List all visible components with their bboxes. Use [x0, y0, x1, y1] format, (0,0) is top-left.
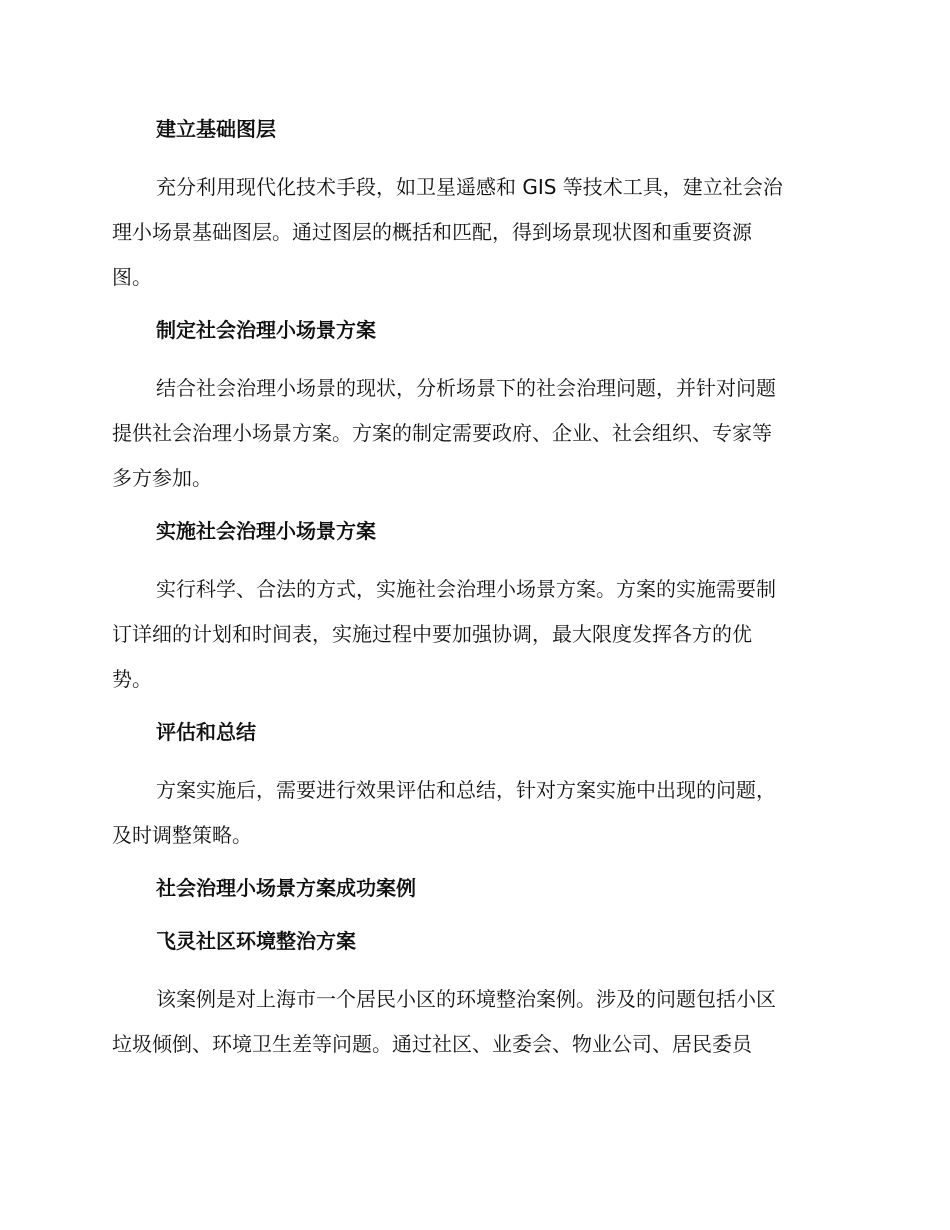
document-body	[112, 112, 832, 1080]
section-heading-implement-plan: 实施社会治理小场景方案	[156, 519, 376, 543]
section-heading-feiling-community: 飞灵社区环境整治方案	[156, 929, 356, 953]
section-paragraph-implement-plan: 实行科学、合法的方式，实施社会治理小场景方案。方案的实施需要制 订详细的计划和时间表，实施过程中要加强协调，最大限度发挥各方的优 势。	[112, 577, 776, 691]
section-heading-evaluate-summarize: 评估和总结	[156, 720, 256, 744]
section-heading-success-cases: 社会治理小场景方案成功案例	[156, 876, 416, 900]
section-paragraph-feiling-community: 该案例是对上海市一个居民小区的环境整治案例。涉及的问题包括小区 垃圾倾倒、环境卫生差等问题。通过社区、业委会、物业公司、居民委员	[112, 987, 776, 1056]
section-paragraph-base-layer: 充分利用现代化技术手段，如卫星遥感和 GIS 等技术工具，建立社会治 理小场景基础图层。通过图层的概括和匹配，得到场景现状图和重要资源 图。	[112, 175, 783, 289]
section-paragraph-evaluate-summarize: 方案实施后，需要进行效果评估和总结，针对方案实施中出现的问题， 及时调整策略。	[112, 778, 776, 847]
section-paragraph-formulate-plan: 结合社会治理小场景的现状，分析场景下的社会治理问题，并针对问题 提供社会治理小场景方案。方案的制定需要政府、企业、社会组织、专家等 多方参加。	[112, 376, 776, 490]
section-heading-base-layer: 建立基础图层	[156, 117, 276, 141]
section-heading-formulate-plan: 制定社会治理小场景方案	[156, 318, 376, 342]
